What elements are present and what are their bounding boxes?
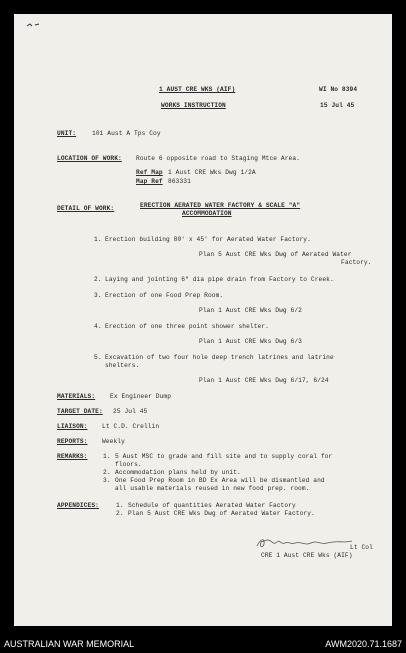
item-text: Excavation of two four hole deep trench latrines and latrine [105,354,334,361]
item-plan: Plan 1 Aust CRE Wks Dwg 6/3 [199,338,302,345]
appendix-number: 1. [116,502,124,509]
footer-bar [0,636,406,653]
target-date-value: 25 Jul 45 [113,408,148,415]
appendix-number: 2. [116,510,124,517]
header-unit: 1 AUST CRE WKS (AIF) [159,86,236,93]
liaison-label: LIAISON: [57,423,88,430]
item-number: 5. [94,354,102,361]
materials-value: Ex Engineer Dump [110,393,172,400]
remark-number: 1. [103,453,111,460]
document-date: 15 Jul 45 [320,102,355,109]
item-number: 1. [94,236,102,243]
handwritten-signature [255,536,355,550]
reports-label: REPORTS: [57,438,88,445]
detail-label: DETAIL OF WORK: [57,205,115,212]
ref-number: WI No 8394 [319,86,358,93]
item-number: 3. [94,292,102,299]
item-text: Erection of one three point shower shelter. [105,323,269,330]
remark-number: 2. [103,469,111,476]
materials-label: MATERIALS: [57,393,96,400]
reports-value: Weekly [102,438,125,445]
unit-label: UNIT: [57,130,77,137]
item-number: 2. [94,276,102,283]
detail-title-line2: ACCOMMODATION [182,210,232,217]
location-line: Route 6 opposite road to Staging Mtce Area. [136,155,300,162]
detail-title-line1: ERECTION AERATED WATER FACTORY & SCALE "A" [140,202,301,209]
item-plan: Plan 5 Aust CRE Wks Dwg of Aerated Water [199,251,352,258]
remark-text: One Food Prep Room in BD Ex Area will be dismantled and [115,477,325,484]
footer-source: AUSTRALIAN WAR MEMORIAL [4,639,135,649]
location-ref-text: 1 Aust CRE Wks Dwg 1/2A [168,169,256,176]
remark-text: 5 Aust MSC to grade and fill site and to supply coral for [115,453,333,460]
appendix-text: Schedule of quantities Aerated Water Factory [128,502,296,509]
signature-title: CRE 1 Aust CRE Wks (AIF) [261,552,353,559]
location-ref-label: Ref Map [136,169,163,176]
item-text: Erection building 80' x 45' for Aerated Water Factory. [105,236,311,243]
item-plan: Plan 1 Aust CRE Wks Dwg 6/17, 6/24 [199,377,329,384]
location-map-value: 863331 [168,178,191,185]
item-text: Laying and jointing 6" dia pipe drain from Factory to Creek. [105,276,334,283]
appendix-text: Plan 5 Aust CRE Wks Dwg of Aerated Water Factory. [128,510,315,517]
item-plan-cont: Factory. [341,259,372,266]
appendices-label: APPENDICES: [57,502,99,509]
remark-text: Accommodation plans held by unit. [115,469,241,476]
item-plan: Plan 1 Aust CRE Wks Dwg 6/2 [199,307,302,314]
footer-accession-number: AWM2020.71.1687 [325,639,402,649]
remark-text-cont: all usable materials reused in new food prep. room. [115,485,310,492]
remarks-label: REMARKS: [57,453,88,460]
remark-number: 3. [103,477,111,484]
item-text-cont: shelters. [105,362,140,369]
unit-value: 101 Aust A Tps Coy [92,130,161,137]
location-map-label: Map Ref [136,178,163,185]
document-title: WORKS INSTRUCTION [161,102,226,109]
target-date-label: TARGET DATE: [57,408,103,415]
location-label: LOCATION OF WORK: [57,155,122,162]
item-number: 4. [94,323,102,330]
liaison-value: Lt C.D. Crellin [102,423,160,430]
signature-rank: Lt Col [350,544,373,551]
item-text: Erection of one Food Prep Room. [105,292,224,299]
pen-mark [26,22,40,28]
remark-text-cont: floors. [115,461,142,468]
